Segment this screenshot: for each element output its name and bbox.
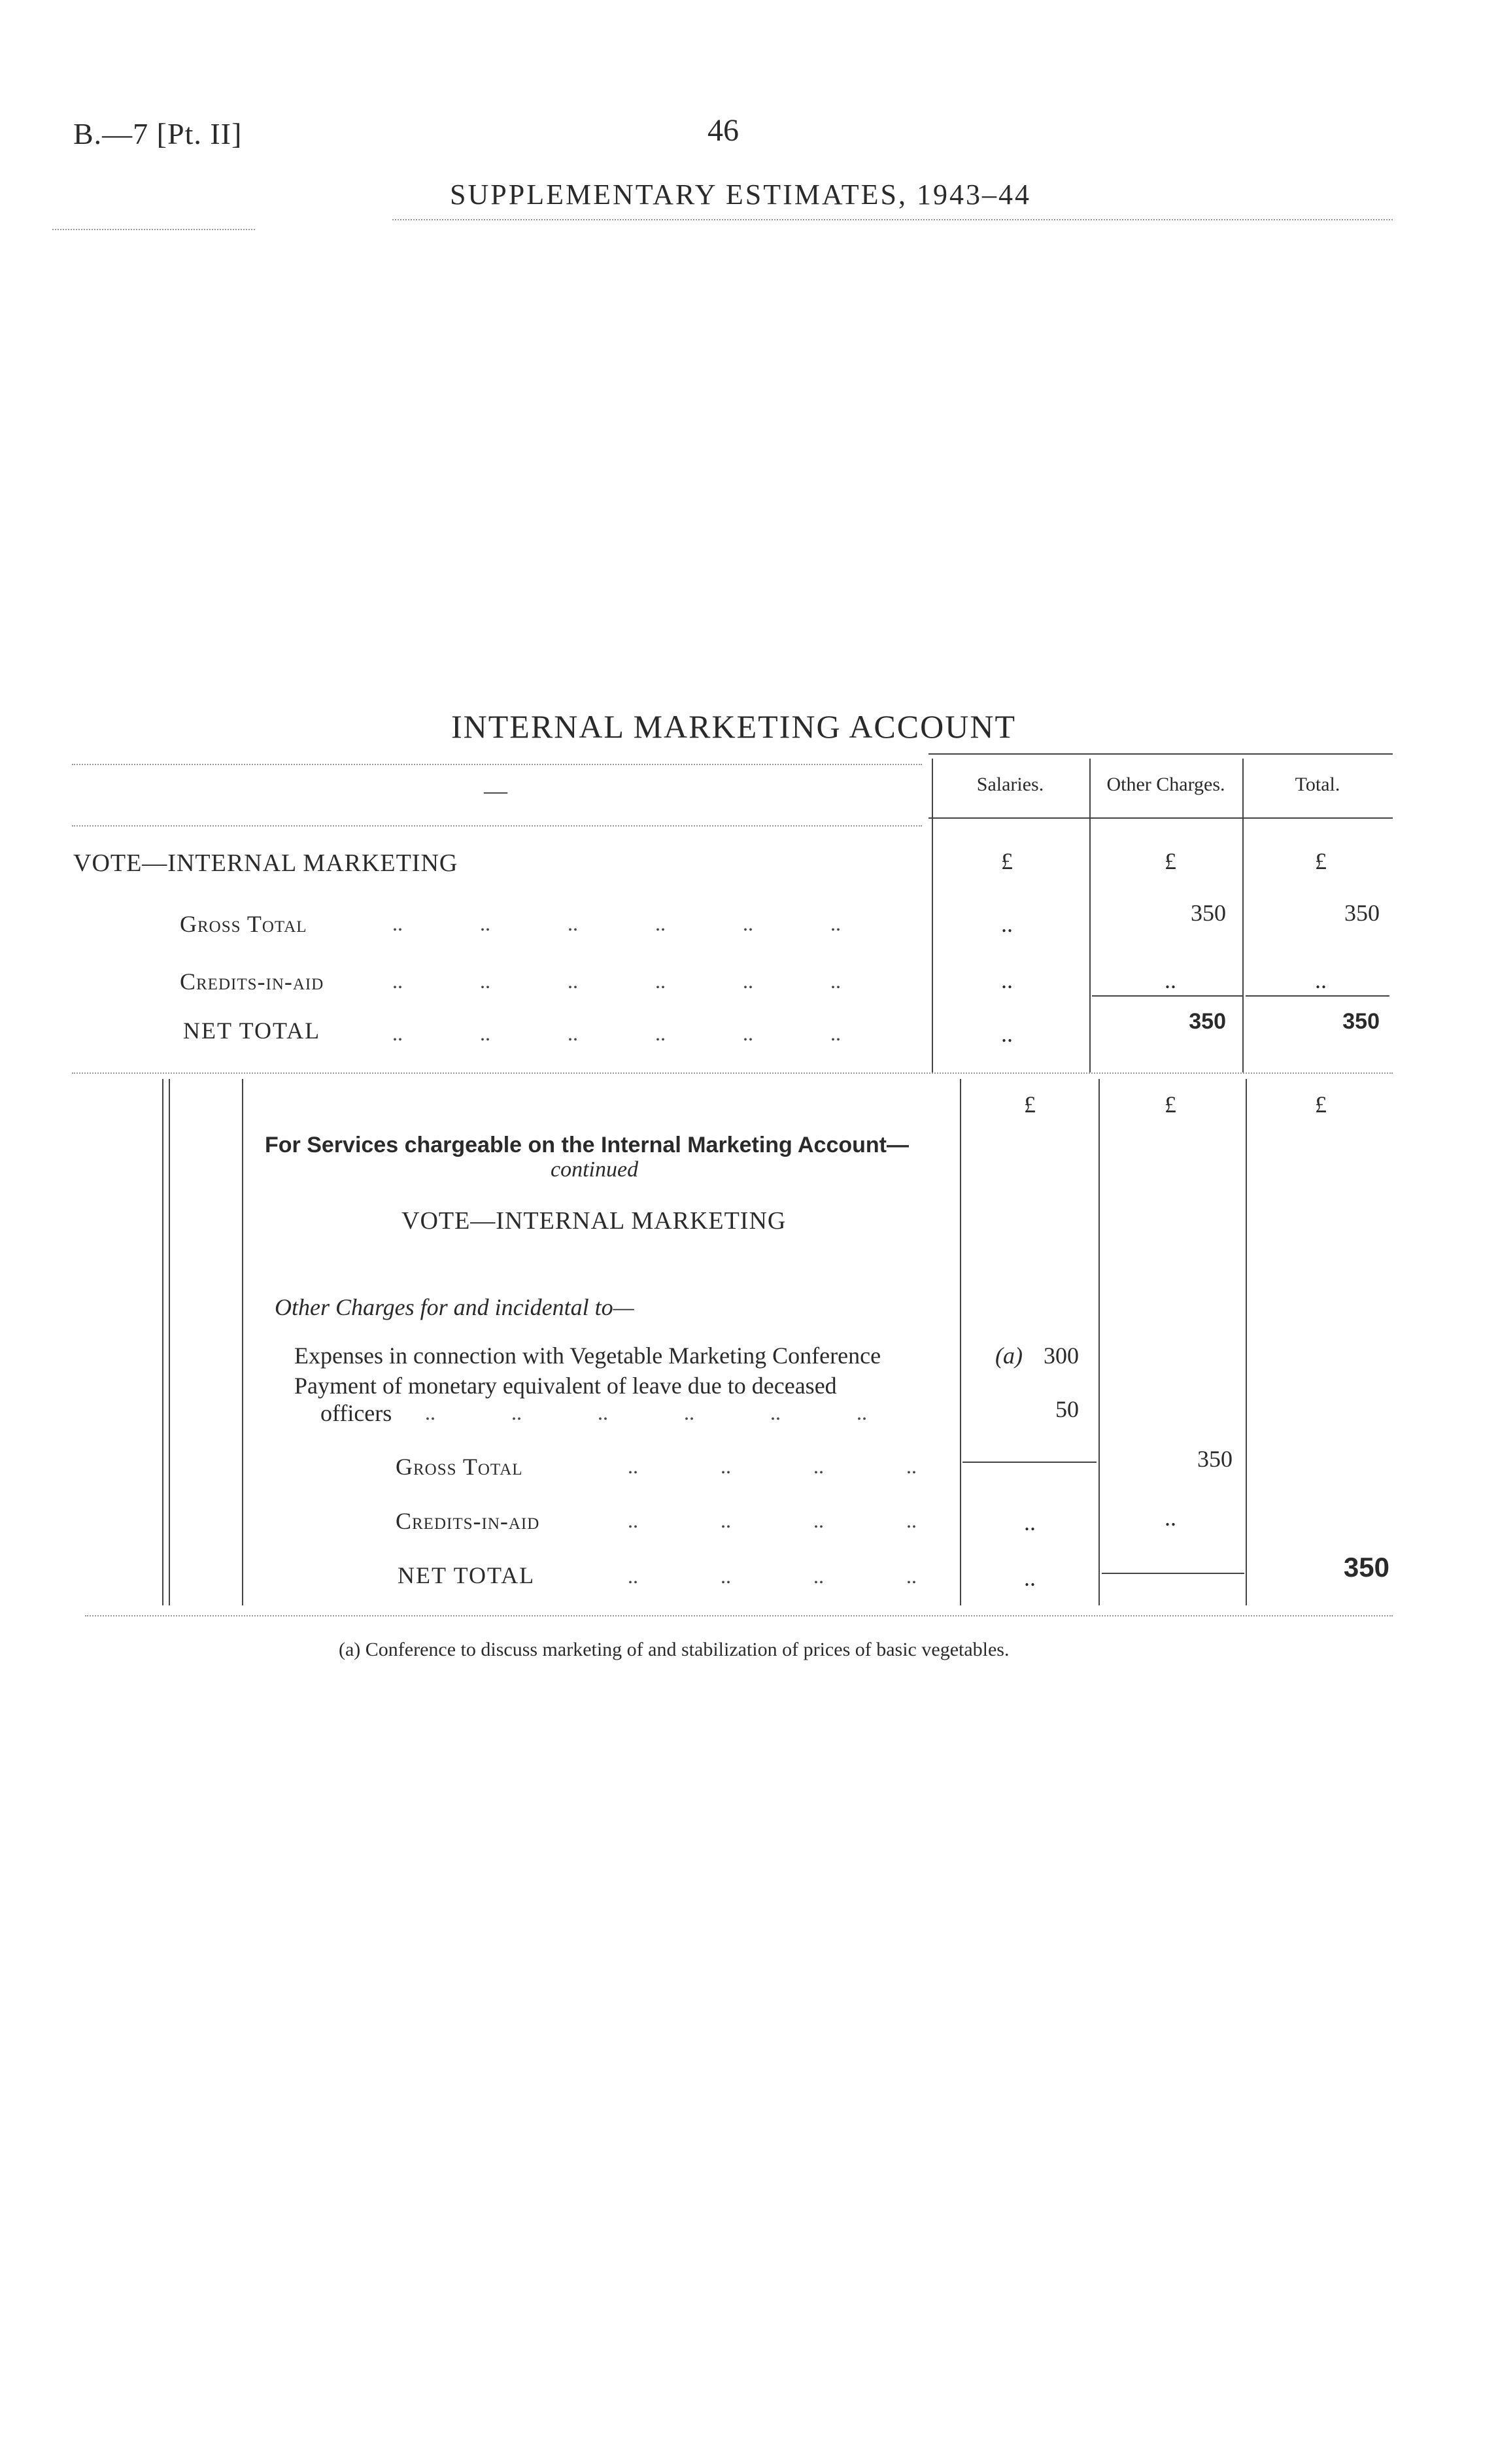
gross-total-other-charges: 350: [1191, 900, 1226, 926]
currency-salaries: £: [1001, 848, 1013, 874]
detail-credits-label: Credits-in-aid: [396, 1508, 540, 1534]
vote-label: VOTE—INTERNAL MARKETING: [73, 849, 458, 877]
header-bottom-rule: [928, 817, 1393, 819]
detail-margin-line-2: [169, 1079, 170, 1605]
table-top-rule: [928, 753, 1393, 755]
detail-credits-col2: ..: [1165, 1505, 1176, 1531]
leader-dots: .. .. .. .. .. ..: [425, 1401, 867, 1424]
leader-dots: .. .. .. .. .. ..: [392, 1021, 841, 1045]
net-total-other-charges: 350: [1189, 1009, 1226, 1034]
page-number: 46: [707, 113, 739, 148]
detail-margin-line-1: [162, 1079, 163, 1605]
currency-total: £: [1315, 848, 1327, 874]
item-leave-payment-amount: 50: [1055, 1396, 1079, 1422]
item-leave-payment-text-cont: officers: [320, 1400, 392, 1426]
other-charges-subheading: Other Charges for and incidental to—: [275, 1294, 634, 1320]
column-header-salaries: Salaries.: [976, 774, 1044, 795]
credits-other-charges: ..: [1165, 967, 1176, 993]
detail-col-divider-3: [1246, 1079, 1247, 1605]
leader-dots: .. .. .. .. .. ..: [392, 912, 841, 935]
detail-col-divider-1: [960, 1079, 961, 1605]
detail-net-rule: [1102, 1573, 1244, 1574]
detail-gross-total-label: Gross Total: [396, 1454, 523, 1480]
item-expenses-note: (a): [995, 1343, 1023, 1369]
page-title: SUPPLEMENTARY ESTIMATES, 1943–44: [450, 179, 1032, 211]
footnote: (a) Conference to discuss marketing of and stabilization of prices of basic vegetables.: [339, 1639, 1010, 1660]
gross-total-total: 350: [1344, 900, 1380, 926]
net-total-label: NET TOTAL: [183, 1018, 321, 1044]
item-leave-payment-text: Payment of monetary equivalent of leave due to deceased: [294, 1373, 837, 1399]
net-rule-other: [1092, 995, 1242, 997]
detail-gross-rule: [962, 1462, 1097, 1463]
item-expenses-amount: 300: [1044, 1343, 1079, 1369]
credits-salaries: ..: [1001, 967, 1013, 993]
leader-dots: .. .. .. .. .. ..: [392, 969, 841, 993]
net-total-salaries: ..: [1001, 1021, 1013, 1047]
blank-column-heading: —: [484, 778, 507, 804]
detail-net-total-total: 350: [1343, 1552, 1389, 1583]
detail-credits-col1: ..: [1024, 1509, 1036, 1535]
detail-currency-1: £: [1024, 1091, 1036, 1118]
detail-net-total-col1: ..: [1024, 1565, 1036, 1591]
leader-dots: .. .. .. ..: [628, 1509, 917, 1532]
item-expenses-text: Expenses in connection with Vegetable Marketing Conference: [294, 1343, 881, 1369]
detail-vote-label: VOTE—INTERNAL MARKETING: [401, 1207, 787, 1235]
summary-bottom-rule: [72, 1072, 1393, 1074]
net-rule-total: [1246, 995, 1389, 997]
col-divider-3: [1242, 759, 1244, 1072]
leader-dots: .. .. .. ..: [628, 1564, 917, 1588]
column-header-other-charges: Other Charges.: [1106, 774, 1225, 795]
credits-total: ..: [1315, 967, 1327, 993]
document-reference: B.—7 [Pt. II]: [73, 117, 243, 150]
services-heading-continued: continued: [551, 1157, 639, 1182]
detail-col-divider-2: [1098, 1079, 1100, 1605]
header-rule: [392, 219, 1393, 220]
header-bottom-rule-left: [72, 825, 922, 827]
col-divider-1: [932, 759, 933, 1072]
account-title: INTERNAL MARKETING ACCOUNT: [451, 708, 1016, 745]
net-total-total: 350: [1342, 1009, 1380, 1034]
detail-currency-2: £: [1165, 1091, 1176, 1118]
leader-dots: .. .. .. ..: [628, 1454, 917, 1478]
detail-currency-3: £: [1315, 1091, 1327, 1118]
services-heading: For Services chargeable on the Internal Marketing Account—: [265, 1133, 909, 1157]
gross-total-label: Gross Total: [180, 911, 307, 937]
table-top-rule-left: [72, 764, 922, 765]
detail-bottom-rule: [85, 1615, 1393, 1617]
detail-gross-total-other-charges: 350: [1197, 1446, 1233, 1472]
gross-total-salaries: ..: [1001, 911, 1013, 937]
column-header-total: Total.: [1295, 774, 1340, 795]
detail-net-total-label: NET TOTAL: [398, 1562, 536, 1588]
currency-other-charges: £: [1165, 848, 1176, 874]
credits-in-aid-label: Credits-in-aid: [180, 968, 324, 995]
col-divider-2: [1089, 759, 1091, 1072]
header-rule-left: [52, 229, 255, 230]
detail-margin-line-3: [242, 1079, 243, 1605]
